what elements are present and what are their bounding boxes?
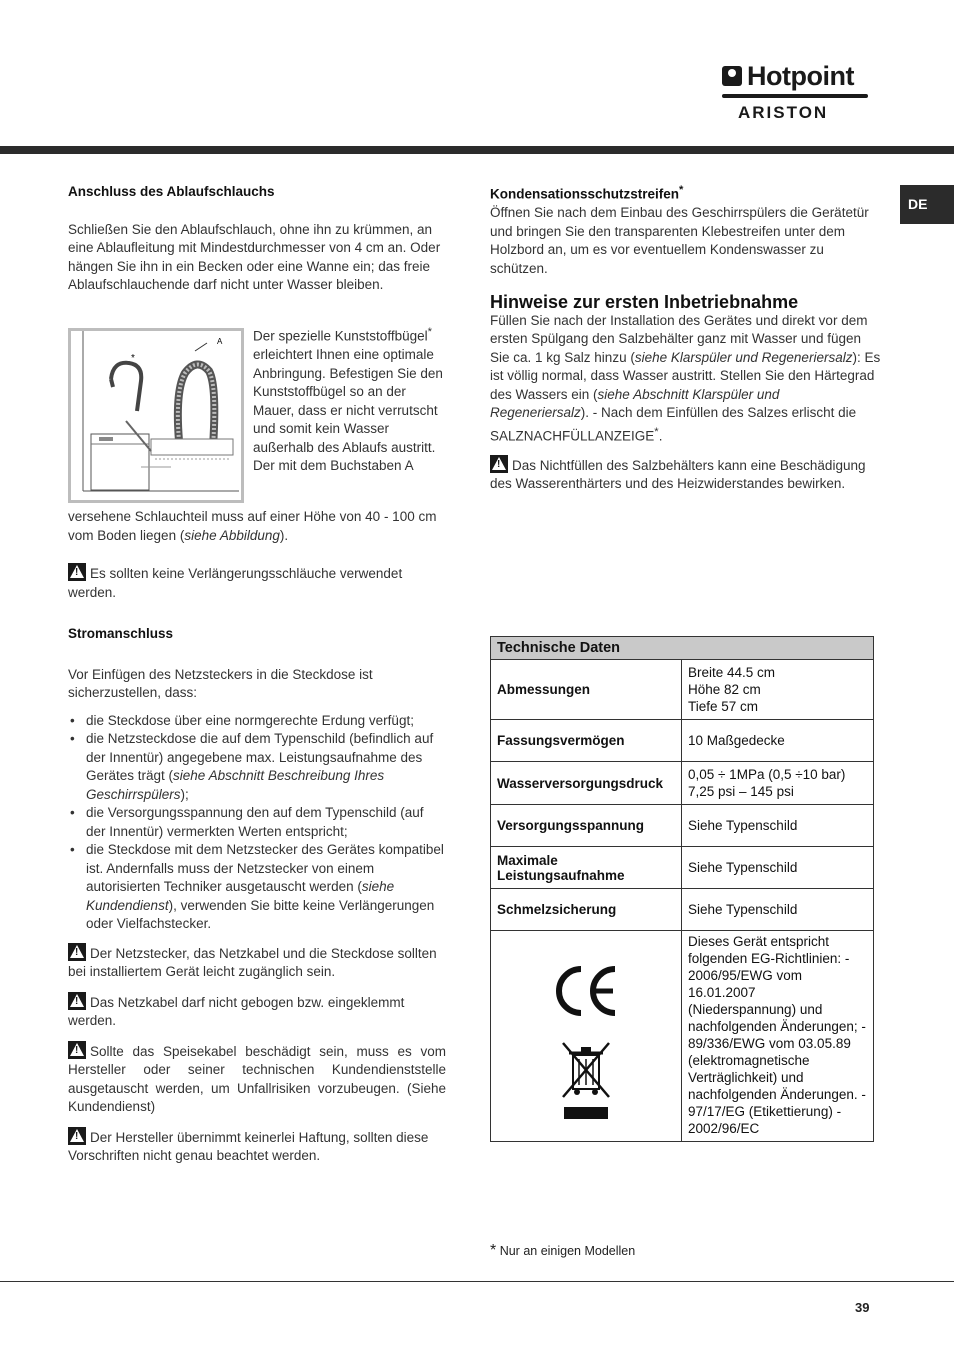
table-row — [491, 720, 874, 762]
tech-value: Siehe Typenschild — [682, 889, 874, 931]
warning-icon — [68, 1041, 86, 1059]
power-warning-4: Der Hersteller übernimmt keinerlei Haftung, sollten diese Vorschriften nicht genau beachtet werden. — [68, 1129, 429, 1163]
tech-value: Siehe Typenschild — [682, 805, 874, 847]
figure-label-a: A — [217, 337, 223, 346]
footnote-star: * — [654, 425, 659, 438]
ce-compliance-text: Dieses Gerät entspricht folgenden EG-Richtlinien: - 2006/95/EWG vom 16.01.2007 (Niederspannung) und nachfolgenden Änderungen; - 89/336/EWG vom 03.05.89 (elektromagnetische Verträglichkeit) und nachfolgenden Änderungen. - 97/17/EG (Etikettierung) - 2002/96/EC — [682, 931, 874, 1142]
list-item-text: die Steckdose mit dem Netzstecker des Gerätes kompatibel ist. Andernfalls muss der Netzstecker von einem autorisierten Techniker ausgetauscht werden ( — [86, 842, 444, 894]
page-number: 39 — [855, 1300, 870, 1315]
footnote-text: Nur an einigen Modellen — [496, 1244, 636, 1258]
table-row — [491, 931, 874, 1142]
list-item — [68, 841, 446, 934]
table-row — [491, 762, 874, 805]
footnote — [490, 1242, 635, 1260]
list-item — [68, 730, 446, 804]
list-item-text: ); — [180, 786, 189, 802]
bracket-text-b: erleichtert Ihnen eine optimale Anbringung. Befestigen Sie den Kunststoffbügel so an der Mauer, dass er nicht verrutscht und somit kein Wasser außerhalb des Ablaufs austritt. — [253, 347, 443, 455]
tech-key: Fassungsvermögen — [491, 720, 682, 762]
tech-value-line: Höhe 82 cm — [688, 682, 761, 697]
tech-key: Schmelzsicherung — [491, 889, 682, 931]
language-tab: DE — [900, 185, 954, 224]
power-warning-3: Sollte das Speisekabel beschädigt sein, muss es vom Hersteller oder seiner technischen Kundendienststelle ausgetauscht werden, um Unfallrisiken vorzubeugen. (Siehe Kundendienst) — [68, 1043, 446, 1114]
section-first-use — [490, 293, 882, 494]
list-item-italic: siehe Kundendienst — [86, 879, 395, 913]
warning-icon — [68, 943, 86, 961]
tech-value — [682, 660, 874, 720]
salt-warning: Das Nichtfüllen des Salzbehälters kann eine Beschädigung des Wasserenthärters und des Heizwiderstandes bewirken. — [490, 457, 866, 491]
table-row — [491, 805, 874, 847]
list-item: • die Versorgungsspannung den auf dem Typenschild (auf der Innentür) vermerkten Werten entspricht; — [68, 804, 446, 841]
tech-value-line: 7,25 psi – 145 psi — [688, 784, 794, 799]
power-heading: Stromanschluss — [68, 626, 174, 641]
hose-height-text-b: versehene Schlauchteil muss auf einer Höhe von 40 - 100 cm vom Boden liegen ( — [68, 509, 437, 543]
brand-divider — [722, 94, 868, 98]
power-warning-1: Der Netzstecker, das Netzkabel und die Steckdose sollten bei installiertem Gerät leicht zugänglich sein. — [68, 945, 437, 979]
section-condensation — [490, 181, 882, 278]
tech-key: Wasserversorgungsdruck — [491, 762, 682, 805]
brand-sub: ARISTON — [738, 103, 829, 122]
condensation-heading: Kondensationsschutzstreifen — [490, 186, 680, 202]
tech-value-line: Tiefe 57 cm — [688, 699, 759, 714]
warning-icon — [68, 992, 86, 1010]
drain-hose-illustration — [71, 331, 241, 500]
section-drain-hose — [68, 183, 446, 295]
tech-value-line: 0,05 ÷ 1MPa (0,5 ÷10 bar) — [688, 767, 846, 782]
tech-key: Abmessungen — [491, 660, 682, 720]
first-use-italic-2: siehe Abschnitt Klarspüler und Regeneriersalz — [490, 386, 780, 420]
hose-height-text-a: Der mit dem Buchstaben A — [253, 458, 414, 473]
hose-height-paragraph — [68, 508, 446, 602]
certification-marks — [491, 931, 682, 1142]
tech-table-title: Technische Daten — [491, 637, 874, 660]
footer-rule — [0, 1281, 954, 1282]
hose-height-italic: siehe Abbildung — [184, 527, 280, 543]
brand-logo — [722, 62, 868, 126]
tech-key: Maximale Leistungsaufnahme — [491, 847, 682, 889]
hose-height-text-c: ). — [279, 527, 289, 543]
condensation-paragraph: Öffnen Sie nach dem Einbau des Geschirrspülers die Gerätetür und bringen Sie den transparenten Klebestreifen unter dem Holzbord an, um es vor eventuellem Kondenswasser zu schützen. — [490, 205, 869, 276]
list-item-text: ), verwenden Sie bitte keine Verlängerungen oder Vielfachstecker. — [86, 897, 435, 931]
tech-value: 10 Maßgedecke — [682, 720, 874, 762]
weee-bin-icon — [561, 1041, 611, 1121]
bracket-paragraph — [253, 323, 445, 476]
table-row — [491, 660, 874, 720]
brand-name: Hotpoint — [747, 61, 854, 91]
footnote-star: * — [490, 1242, 497, 1259]
drain-hose-heading: Anschluss des Ablaufschlauchs — [68, 184, 275, 199]
first-use-text-b: ): Es ist völlig normal, dass Wasser austritt. Stellen Sie den Härtegrad des Wassers ein ( — [490, 349, 881, 402]
figure-label-star: * — [131, 353, 135, 364]
table-row — [491, 889, 874, 931]
power-intro: Vor Einfügen des Netzsteckers in die Steckdose ist sicherzustellen, dass: — [68, 666, 373, 700]
first-use-text-a: Füllen Sie nach der Installation des Gerätes und direkt vor dem ersten Spülgang den Salzbehälter ganz mit Wasser und fügen Sie ca. 1 kg Salz hinzu ( — [490, 312, 868, 365]
warning-icon — [68, 563, 86, 581]
brand-mark-icon — [722, 66, 742, 86]
warning-icon — [490, 455, 508, 473]
power-warning-2: Das Netzkabel darf nicht gebogen bzw. eingeklemmt werden. — [68, 994, 405, 1028]
footnote-star: * — [427, 326, 432, 338]
drain-hose-paragraph: Schließen Sie den Ablaufschlauch, ohne ihn zu krümmen, an eine Ablaufleitung mit Mindestdurchmesser von 4 cm an. Oder hängen Sie ihn in ein Becken oder eine Wanne ein; das freie Ablaufschlauchende darf nicht unter Wasser bleiben. — [68, 221, 441, 292]
list-item: • die Steckdose über eine normgerechte Erdung verfügt; — [68, 712, 446, 731]
technical-data-table — [490, 636, 874, 1142]
no-extension-warning: Es sollten keine Verlängerungsschläuche verwendet werden. — [68, 566, 403, 600]
first-use-italic-1: siehe Klarspüler und Regeneriersalz — [634, 349, 853, 365]
bracket-text-a: Der spezielle Kunststoffbügel — [253, 328, 428, 344]
drain-hose-figure — [68, 328, 244, 503]
tech-value: Siehe Typenschild — [682, 847, 874, 889]
tech-key: Versorgungsspannung — [491, 805, 682, 847]
ce-mark-icon — [551, 963, 621, 1019]
first-use-text-c: ). - Nach dem Einfüllen des Salzes erlischt die SALZNACHFÜLLANZEIGE — [490, 405, 857, 443]
table-row — [491, 847, 874, 889]
footnote-star: * — [679, 184, 684, 196]
tech-value-line: Breite 44.5 cm — [688, 665, 776, 680]
warning-icon — [68, 1127, 86, 1145]
section-power — [68, 625, 446, 1166]
header-bar — [0, 146, 954, 154]
first-use-heading: Hinweise zur ersten Inbetriebnahme — [490, 292, 799, 312]
power-checklist — [68, 712, 446, 934]
list-item-italic: siehe Abschnitt Beschreibung Ihres Geschirrspülers — [86, 768, 385, 802]
first-use-text-d: . — [658, 428, 663, 443]
tech-value — [682, 762, 874, 805]
list-item-text: die Netzsteckdose die auf dem Typenschild (befindlich auf der Innentür) angegebene max. Leistungsaufnahme des Gerätes trägt ( — [86, 731, 434, 783]
